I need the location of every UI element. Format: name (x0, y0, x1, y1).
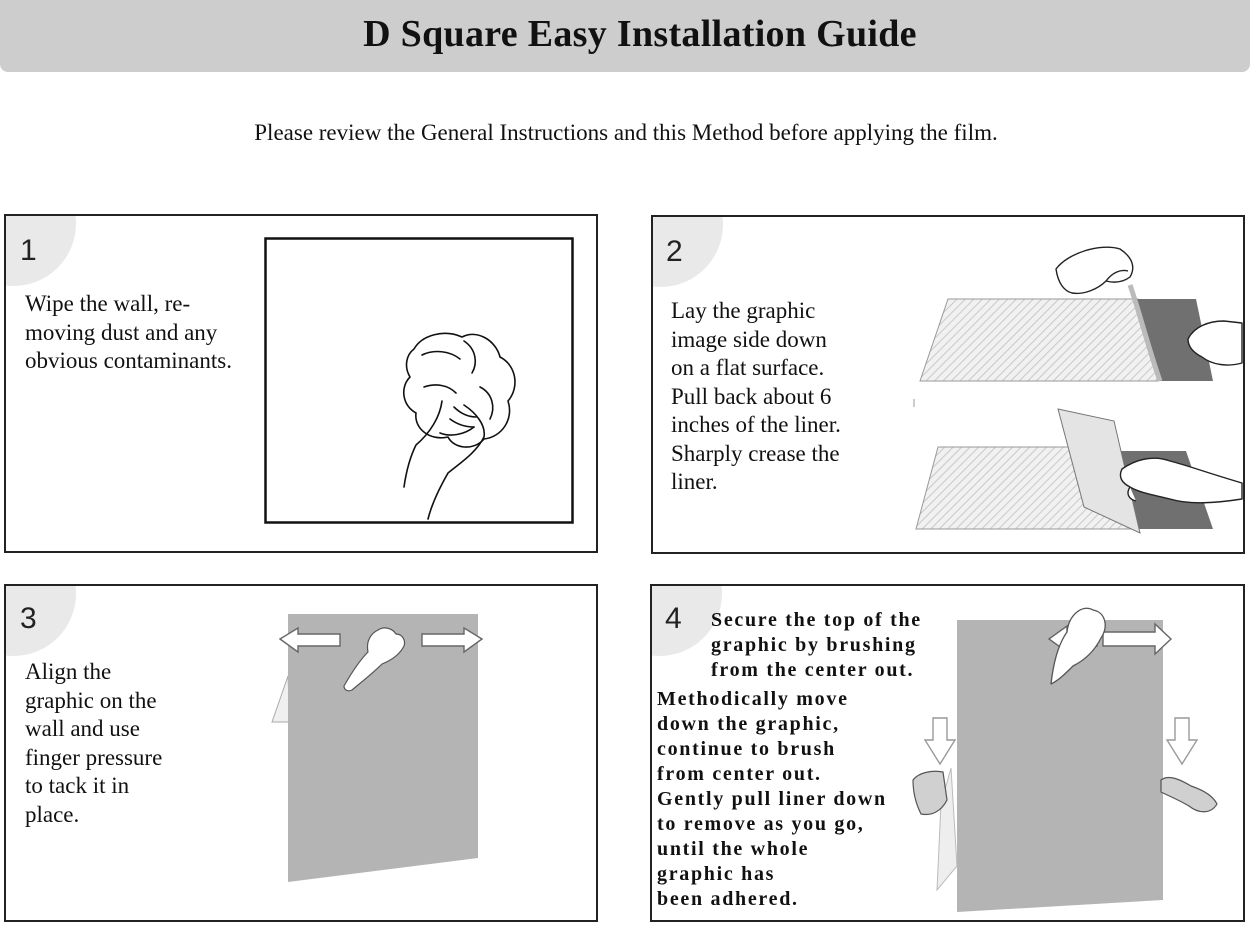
subtitle: Please review the General Instructions and this Method before applying the film. (254, 120, 998, 145)
step-1-text: Wipe the wall, re- moving dust and any obvious contaminants. (25, 291, 232, 373)
step-3-text: Align the graphic on the wall and use finger pressure to tack it in place. (25, 659, 163, 827)
liner-pullback-illustration (908, 237, 1243, 553)
step-1-badge (4, 214, 76, 286)
step-2-panel (651, 215, 1245, 554)
step-3-number: 3 (20, 602, 37, 635)
tack-graphic-illustration (268, 606, 498, 886)
step-4-number: 4 (665, 602, 682, 635)
brush-graphic-illustration (907, 600, 1242, 920)
step-4-panel (650, 584, 1245, 922)
step-2-badge (651, 215, 723, 287)
step-4-text-top: Secure the top of the graphic by brushing from the center out. (711, 609, 922, 681)
step-3-badge (4, 584, 76, 656)
step-2-text: Lay the graphic image side down on a flat surface. Pull back about 6 inches of the liner. Sharply crease the liner. (671, 298, 841, 494)
step-1-panel (4, 214, 598, 553)
step-2-number: 2 (666, 235, 683, 268)
step-4-text-bottom: Methodically move down the graphic, continue to brush from center out. Gently pull liner down to remove as you go, until the whole graphic has been adhered. (657, 688, 887, 910)
wipe-wall-illustration (264, 237, 576, 527)
header-bar (0, 0, 1250, 72)
page-title: D Square Easy Installation Guide (363, 13, 917, 55)
step-3-panel (4, 584, 598, 922)
step-1-number: 1 (20, 234, 37, 267)
